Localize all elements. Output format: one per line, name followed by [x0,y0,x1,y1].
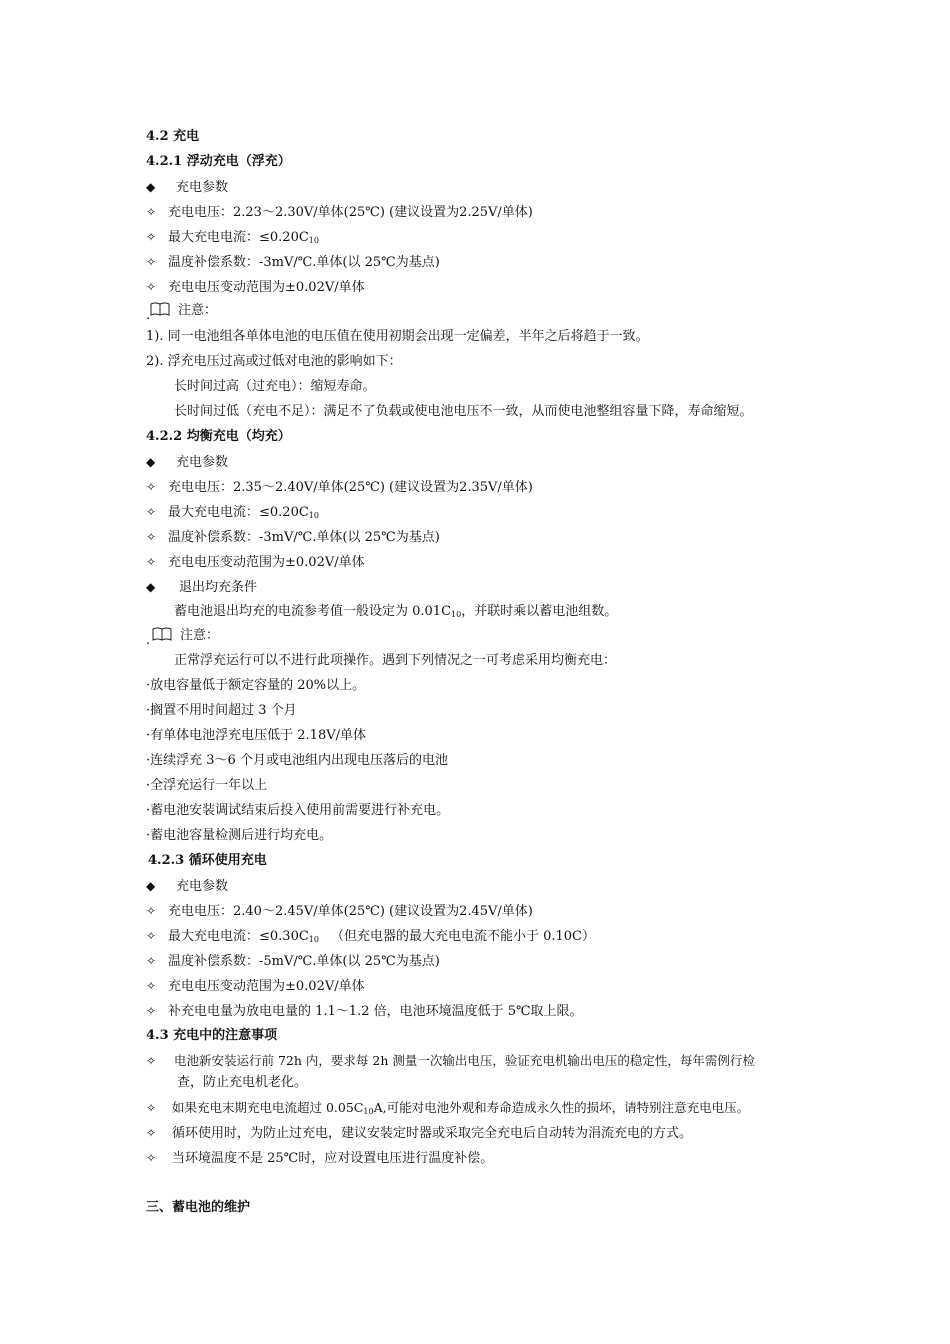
list-item-continued: 查，防止充电机老化。 [177,1075,308,1090]
list-item: ✧ 最大充电电流：$\le 0.20C_{10}$ [146,505,319,520]
star-bullet-icon: ✧ [146,1126,157,1140]
note-text: 2). 浮充电压过高或过低对电池的影响如下： [146,354,402,369]
list-item: ✧ 充电电压：2.23～2.30V/单体(25℃) (建议设置为2.25V/单体) [146,205,533,220]
star-bullet-icon: ✧ [146,480,157,494]
star-bullet-icon: ✧ [146,255,157,269]
dot-marker: . [146,308,151,323]
star-bullet-icon: ✧ [146,1004,157,1018]
book-icon [152,627,172,642]
list-item: ✧ 当环境温度不是 25℃时，应对设置电压进行温度补偿。 [146,1151,494,1166]
star-bullet-icon: ✧ [146,530,157,544]
section-heading-4-2-3: 4.2.3 循环使用充电 [148,853,267,868]
list-item: ✧ 温度补偿系数：-5mV/℃.单体(以 25℃为基点) [146,954,440,969]
note-text: 长时间过低（充电不足）：满足不了负载或使电池电压不一致，从而使电池整组容量下降，寿命缩短。 [174,404,753,419]
diamond-bullet-icon: ◆ [146,180,156,194]
section-heading-4-2-1: 4.2.1 浮动充电（浮充） [146,154,291,169]
section-heading-4-3: 4.3 充电中的注意事项 [146,1028,278,1043]
book-icon [150,302,170,317]
list-item: ✧ 充电电压变动范围为±0.02V/单体 [146,979,365,994]
paragraph: 蓄电池退出均充的电流参考值一般设定为 $0.01C_{10}$，并联时乘以蓄电池组数。 [174,604,618,619]
note-label: 注意： [150,302,217,320]
list-item: ✧ 循环使用时，为防止过充电，建议安装定时器或采取完全充电后自动转为涓流充电的方式。 [146,1126,693,1141]
star-bullet-icon: ✧ [146,205,157,219]
note-label: 注意： [152,627,219,645]
diamond-bullet-icon: ◆ [146,879,156,893]
star-bullet-icon: ✧ [146,1054,157,1068]
list-item: ✧ 充电电压：2.35～2.40V/单体(25℃) (建议设置为2.35V/单体) [146,480,533,495]
list-item: ·放电容量低于额定容量的 20%以上。 [146,678,366,693]
diamond-bullet-icon: ◆ [146,580,156,594]
list-item: ✧ 补充电电量为放电电量的 1.1～1.2 倍，电池环境温度低于 5℃取上限。 [146,1004,583,1019]
section-heading-4-2-2: 4.2.2 均衡充电（均充） [146,429,291,444]
star-bullet-icon: ✧ [146,979,157,993]
list-item: ◆ 充电参数 [146,879,229,894]
list-item: ✧ 温度补偿系数：-3mV/℃.单体(以 25℃为基点) [146,255,440,270]
list-item: ✧ 最大充电电流：$\le 0.20C_{10}$ [146,230,319,245]
star-bullet-icon: ✧ [146,280,157,294]
list-item: ·蓄电池容量检测后进行均充电。 [146,828,333,843]
list-item: ✧ 最大充电电流：$\le 0.30C_{10}$ （但充电器的最大充电电流不能小于 0.10C） [146,929,596,944]
list-item: ·搁置不用时间超过 3 个月 [146,703,297,718]
list-item: ✧ 电池新安装运行前 72h 内，要求每 2h 测量一次输出电压，验证充电机输出电压的稳定性，每年需例行检 [146,1053,755,1068]
list-item: ✧ 充电电压：2.40～2.45V/单体(25℃) (建议设置为2.45V/单体) [146,904,533,919]
section-heading-4-2: 4.2 充电 [146,129,200,144]
star-bullet-icon: ✧ [146,230,157,244]
star-bullet-icon: ✧ [146,505,157,519]
list-item: ✧ 充电电压变动范围为±0.02V/单体 [146,555,365,570]
chapter-heading-maintenance: 三、蓄电池的维护 [146,1200,251,1215]
list-item: ·全浮充运行一年以上 [146,778,268,793]
list-item: ·蓄电池安装调试结束后投入使用前需要进行补充电。 [146,803,450,818]
list-item: ·有单体电池浮充电压低于 2.18V/单体 [146,728,366,743]
list-item: ◆ 充电参数 [146,180,229,195]
star-bullet-icon: ✧ [146,929,157,943]
list-item: ✧ 充电电压变动范围为±0.02V/单体 [146,280,365,295]
list-item: ◆ 退出均充条件 [146,580,258,595]
star-bullet-icon: ✧ [146,555,157,569]
note-text: 正常浮充运行可以不进行此项操作。遇到下列情况之一可考虑采用均衡充电： [174,653,617,668]
note-text: 长时间过高（过充电）：缩短寿命。 [174,379,376,394]
star-bullet-icon: ✧ [146,904,157,918]
list-item: ◆ 充电参数 [146,455,229,470]
list-item: ✧ 温度补偿系数：-3mV/℃.单体(以 25℃为基点) [146,530,440,545]
list-item: ✧ 如果充电末期充电电流超过 $0.05C_{10}A$,可能对电池外观和寿命造成永久性的损坏，请特别注意充电电压。 [146,1100,750,1116]
dot-marker: . [146,633,151,648]
star-bullet-icon: ✧ [146,954,157,968]
note-text: 1). 同一电池组各单体电池的电压值在使用初期会出现一定偏差，半年之后将趋于一致。 [146,329,649,344]
star-bullet-icon: ✧ [146,1101,157,1115]
list-item: ·连续浮充 3～6 个月或电池组内出现电压落后的电池 [146,753,448,768]
diamond-bullet-icon: ◆ [146,455,156,469]
star-bullet-icon: ✧ [146,1151,157,1165]
